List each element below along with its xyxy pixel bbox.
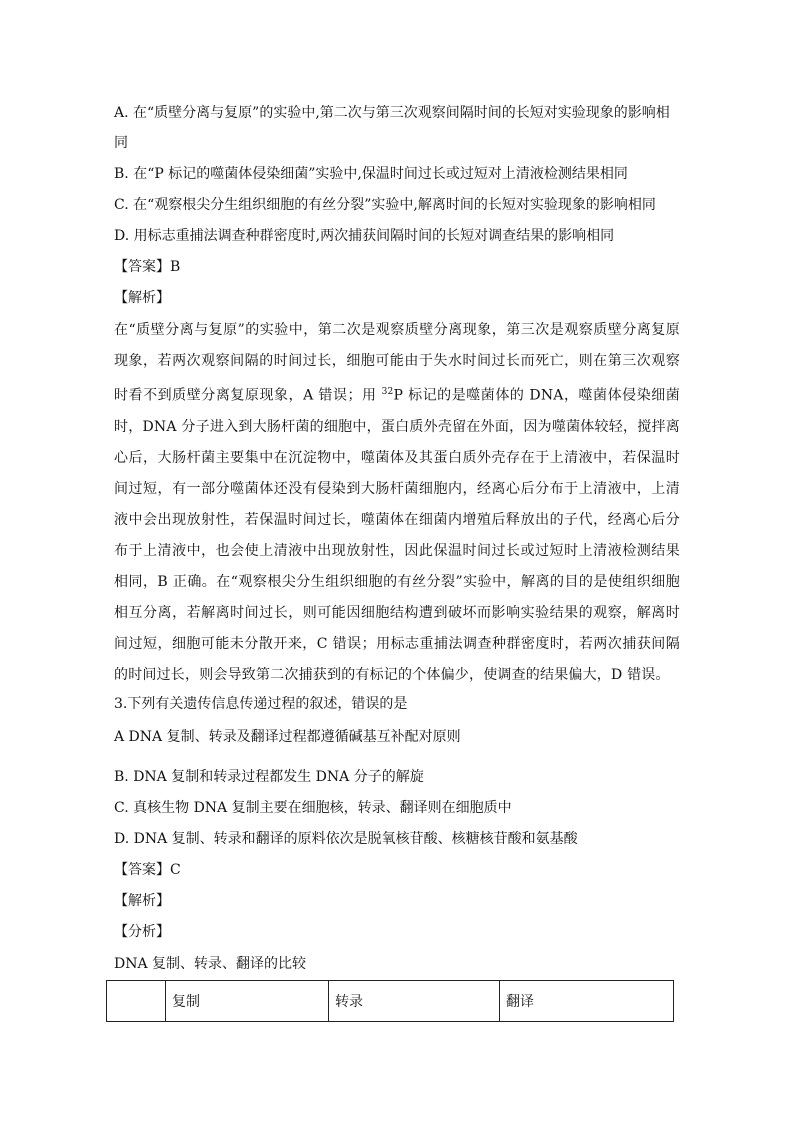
q3-sub-header: 【分析】 bbox=[114, 924, 170, 940]
q3-option-c: C. 真核生物 DNA 复制主要在细胞核，转录、翻译则在细胞质中 bbox=[114, 800, 512, 816]
q3-option-a: A DNA 复制、转录及翻译过程都遵循碱基互补配对原则 bbox=[114, 729, 461, 745]
option-a-line1: A. 在“质壁分离与复原”的实验中,第二次与第三次观察间隔时间的长短对实验现象的影响相 bbox=[114, 105, 670, 121]
table-header-row bbox=[107, 981, 674, 1022]
table-caption: DNA 复制、转录、翻译的比较 bbox=[114, 956, 307, 972]
comparison-table bbox=[106, 980, 674, 1022]
answer-label: 【答案】B bbox=[114, 259, 181, 275]
q3-analysis-header: 【解析】 bbox=[114, 893, 170, 909]
table-header-transcription: 转录 bbox=[329, 981, 500, 1022]
analysis-header: 【解析】 bbox=[114, 290, 170, 306]
table-header-empty bbox=[107, 981, 166, 1022]
option-d: D. 用标志重捕法调查种群密度时,两次捕获间隔时间的长短对调查结果的影响相同 bbox=[114, 228, 615, 244]
option-b: B. 在“P 标记的噬菌体侵染细菌”实验中,保温时间过长或过短对上清液检测结果相同 bbox=[114, 166, 628, 182]
question3-stem: 3.下列有关遗传信息传递过程的叙述，错误的是 bbox=[114, 696, 408, 712]
q3-answer: 【答案】C bbox=[114, 862, 181, 878]
q3-option-d: D. DNA 复制、转录和翻译的原料依次是脱氧核苷酸、核糖核苷酸和氨基酸 bbox=[114, 831, 578, 847]
analysis-text-part2: P 标记的是噬菌体的 DNA，噬菌体侵染细菌时，DNA 分子进入到大肠杆菌的细胞中，蛋白质外壳留在外面，因为噬菌体较轻，搅拌离心后，大肠杆菌主要集中在沉淀物中，噬菌体及其蛋白质外壳存在于上清液中，若保温时间过短，有一部分噬菌体还没有侵染到大肠杆菌细胞内，经离心后分布于上清液中，上清液中会出现放射性，若保温时间过长，噬菌体在细菌内增殖后释放出的子代，经离心后分布于上清液中，也会使上清液中出现放射性，因此保温时间过长或过短时上清液检测结果相同，B 正确。在“观察根尖分生组织细胞的有丝分裂”实验中，解离的目的是使组织细胞相互分离，若解离时间过长，则可能因细胞结构遭到破坏而影响实验结果的观察，解离时间过短，细胞可能未分散开来，C 错误；用标志重捕法调查种群密度时，若两次捕获间隔的时间过长，则会导致第二次捕获到的有标记的个体偏少，使调查的结果偏大，D 错误。 bbox=[114, 387, 680, 683]
option-c: C. 在“观察根尖分生组织细胞的有丝分裂”实验中,解离时间的长短对实验现象的影响相同 bbox=[114, 197, 656, 213]
option-a-line2: 同 bbox=[114, 135, 128, 151]
table-header-translation: 翻译 bbox=[500, 981, 674, 1022]
analysis-text-part1: 在“质壁分离与复原”的实验中，第二次是观察质壁分离现象，第三次是观察质壁分离复原现象，若两次观察间隔的时间过长，细胞可能由于失水时间过长而死亡，则在第三次观察时看不到质壁分离复原现象，A 错误；用 bbox=[114, 322, 680, 404]
analysis-paragraph bbox=[114, 315, 680, 691]
isotope-superscript: 32 bbox=[381, 387, 394, 397]
q3-option-b: B. DNA 复制和转录过程都发生 DNA 分子的解旋 bbox=[114, 769, 424, 785]
table-header-replication: 复制 bbox=[166, 981, 329, 1022]
